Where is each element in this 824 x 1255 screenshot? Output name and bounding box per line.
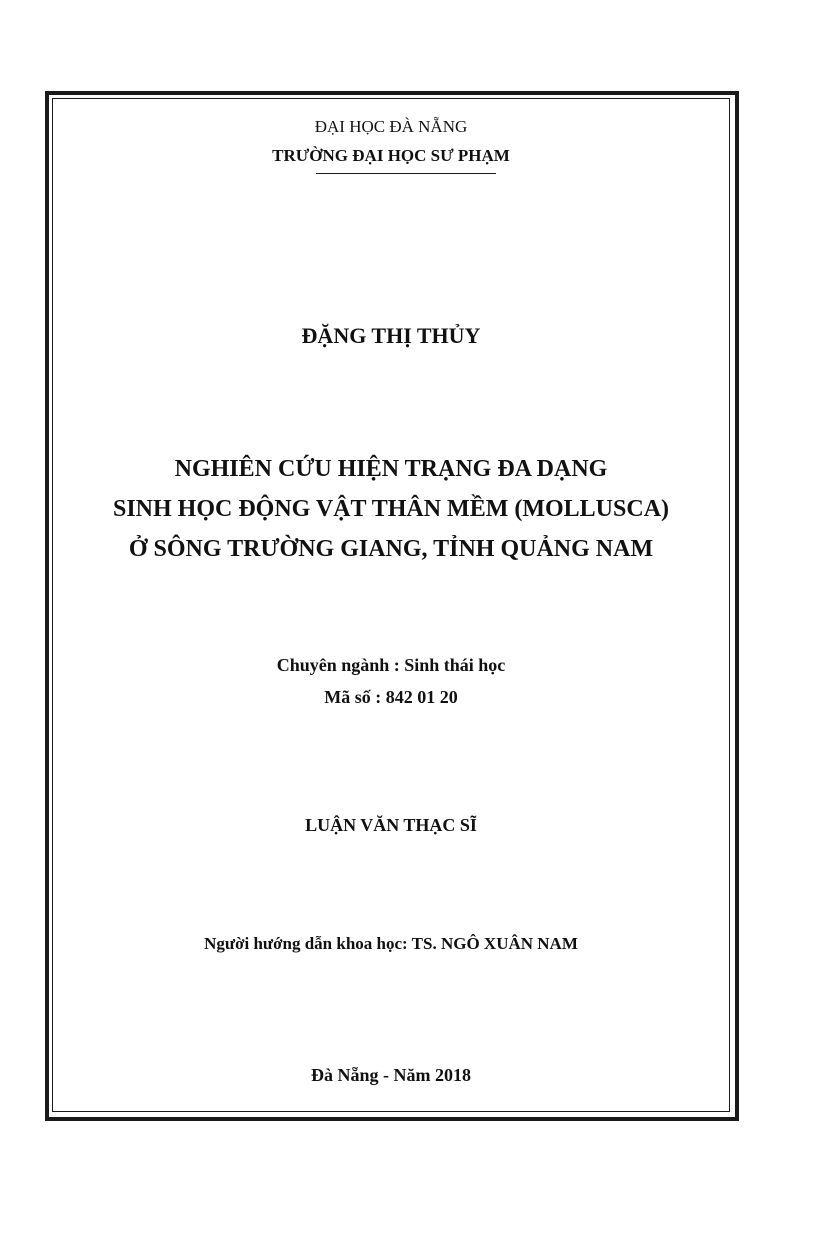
header-divider: [316, 173, 496, 174]
major-code: Mã số : 842 01 20: [324, 687, 458, 707]
cover-border-inner: [52, 98, 730, 1112]
advisor: Người hướng dẫn khoa học: TS. NGÔ XUÂN NAM: [204, 934, 578, 953]
thesis-title-line-2: SINH HỌC ĐỘNG VẬT THÂN MỀM (MOLLUSCA): [112, 496, 670, 522]
major: Chuyên ngành : Sinh thái học: [276, 655, 506, 675]
thesis-title-line-3: Ở SÔNG TRƯỜNG GIANG, TỈNH QUẢNG NAM: [128, 536, 654, 562]
thesis-title: [52, 449, 730, 569]
thesis-title-line-1: NGHIÊN CỨU HIỆN TRẠNG ĐA DẠNG: [174, 456, 608, 482]
school-name: TRƯỜNG ĐẠI HỌC SƯ PHẠM: [272, 146, 510, 165]
degree-type: LUẬN VĂN THẠC SĨ: [305, 815, 477, 835]
author-name: ĐẶNG THỊ THỦY: [301, 323, 481, 348]
university-name: ĐẠI HỌC ĐÀ NẴNG: [314, 117, 468, 136]
place-year: Đà Nẵng - Năm 2018: [311, 1065, 471, 1085]
